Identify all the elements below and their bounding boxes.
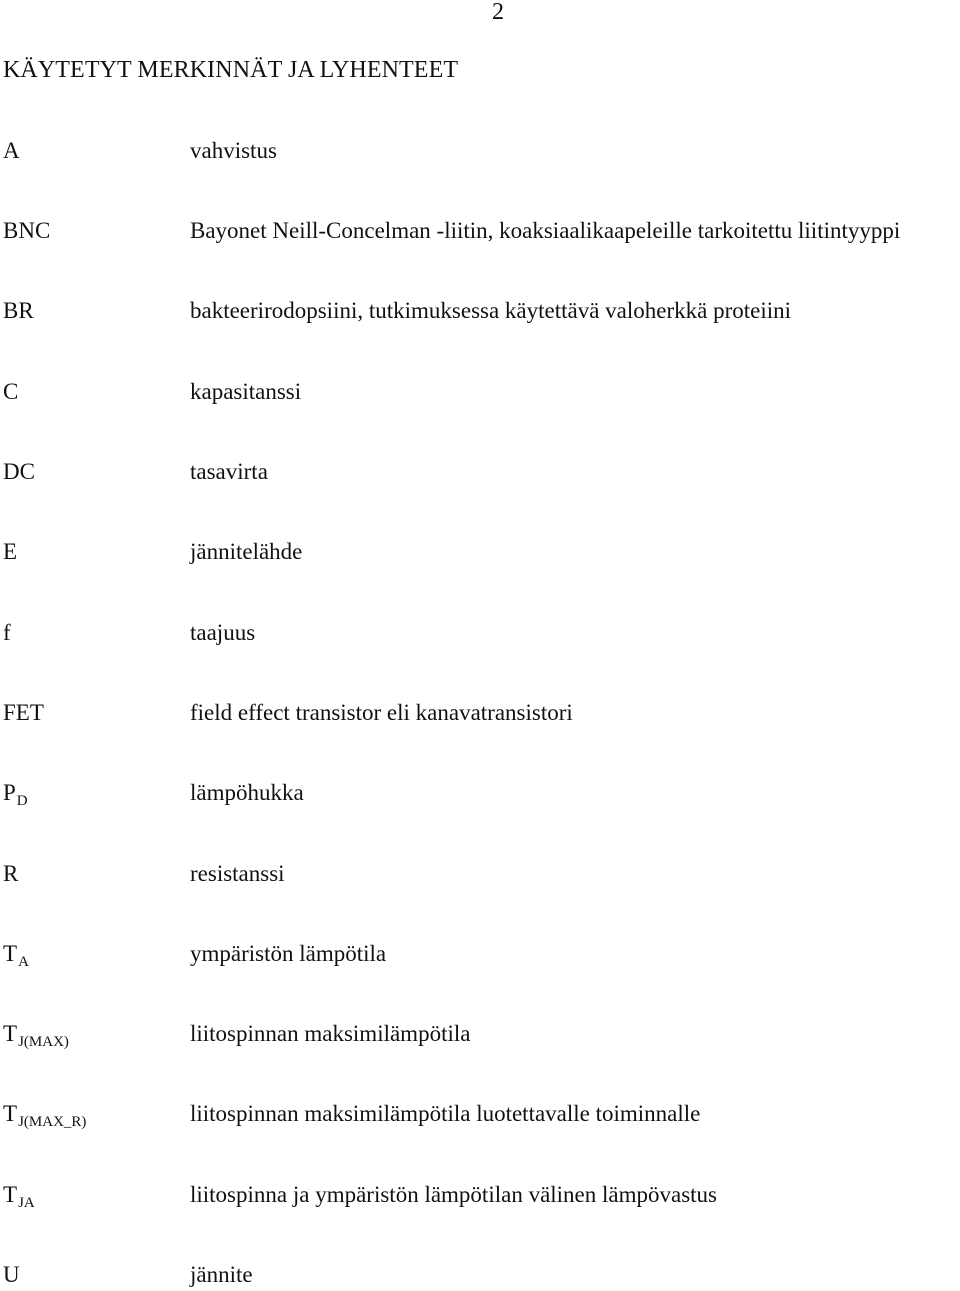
abbreviation-definition: liitospinnan maksimilämpötila luotettavalle toiminnalle <box>190 1101 701 1126</box>
abbreviation-definition: vahvistus <box>190 138 277 163</box>
abbreviation-symbol: $T_{JA}$ <box>3 1182 35 1211</box>
page-title: KÄYTETYT MERKINNÄT JA LYHENTEET <box>3 57 459 83</box>
list-item <box>0 217 960 247</box>
abbreviation-symbol: BR <box>3 298 34 323</box>
abbreviation-symbol: BNC <box>3 218 51 243</box>
abbreviation-definition: liitospinnan maksimilämpötila <box>190 1021 471 1046</box>
list-item <box>0 1181 960 1211</box>
list-item <box>0 619 960 649</box>
abbreviation-symbol: DC <box>3 459 35 484</box>
list-item <box>0 538 960 568</box>
abbreviation-symbol: $P_D$ <box>3 780 28 809</box>
list-item <box>0 137 960 167</box>
abbreviation-definition: ympäristön lämpötila <box>190 941 387 966</box>
abbreviation-symbol: E <box>3 539 18 564</box>
abbreviation-definition: liitospinna ja ympäristön lämpötilan välinen lämpövastus <box>190 1182 718 1207</box>
abbreviation-symbol: f <box>3 620 11 645</box>
list-item <box>0 699 960 729</box>
abbreviation-symbol: U <box>3 1262 20 1287</box>
abbreviation-definition: jännitelähde <box>190 539 303 564</box>
list-item <box>0 297 960 327</box>
abbreviation-symbol: $T_{J(MAX)}$ <box>3 1021 69 1050</box>
list-item <box>0 1261 960 1291</box>
abbreviation-definition: kapasitanssi <box>190 379 302 404</box>
list-item <box>0 1020 960 1050</box>
list-item <box>0 940 960 970</box>
list-item <box>0 779 960 809</box>
abbreviation-definition: resistanssi <box>190 861 285 886</box>
list-item <box>0 860 960 890</box>
abbreviation-symbol: FET <box>3 700 44 725</box>
page-number: 2 <box>492 0 504 25</box>
list-item <box>0 378 960 408</box>
list-item <box>0 1100 960 1130</box>
list-item <box>0 458 960 488</box>
abbreviation-definition: field effect transistor eli kanavatransistori <box>190 700 573 725</box>
abbreviation-definition: tasavirta <box>190 459 268 484</box>
abbreviation-symbol: $T_{J(MAX\_R)}$ <box>3 1101 87 1130</box>
abbreviation-symbol: A <box>3 138 20 163</box>
abbreviation-definition: taajuus <box>190 620 256 645</box>
abbreviation-symbol: C <box>3 379 19 404</box>
abbreviation-definition: jännite <box>190 1262 253 1287</box>
abbreviation-definition: bakteerirodopsiini, tutkimuksessa käytettävä valoherkkä proteiini <box>190 298 792 323</box>
abbreviation-symbol: R <box>3 861 19 886</box>
abbreviation-symbol: $T_A$ <box>3 941 29 970</box>
abbreviation-definition: lämpöhukka <box>190 780 304 805</box>
abbreviation-definition: Bayonet Neill-Concelman -liitin, koaksiaalikaapeleille tarkoitettu liitintyyppi <box>190 218 901 243</box>
